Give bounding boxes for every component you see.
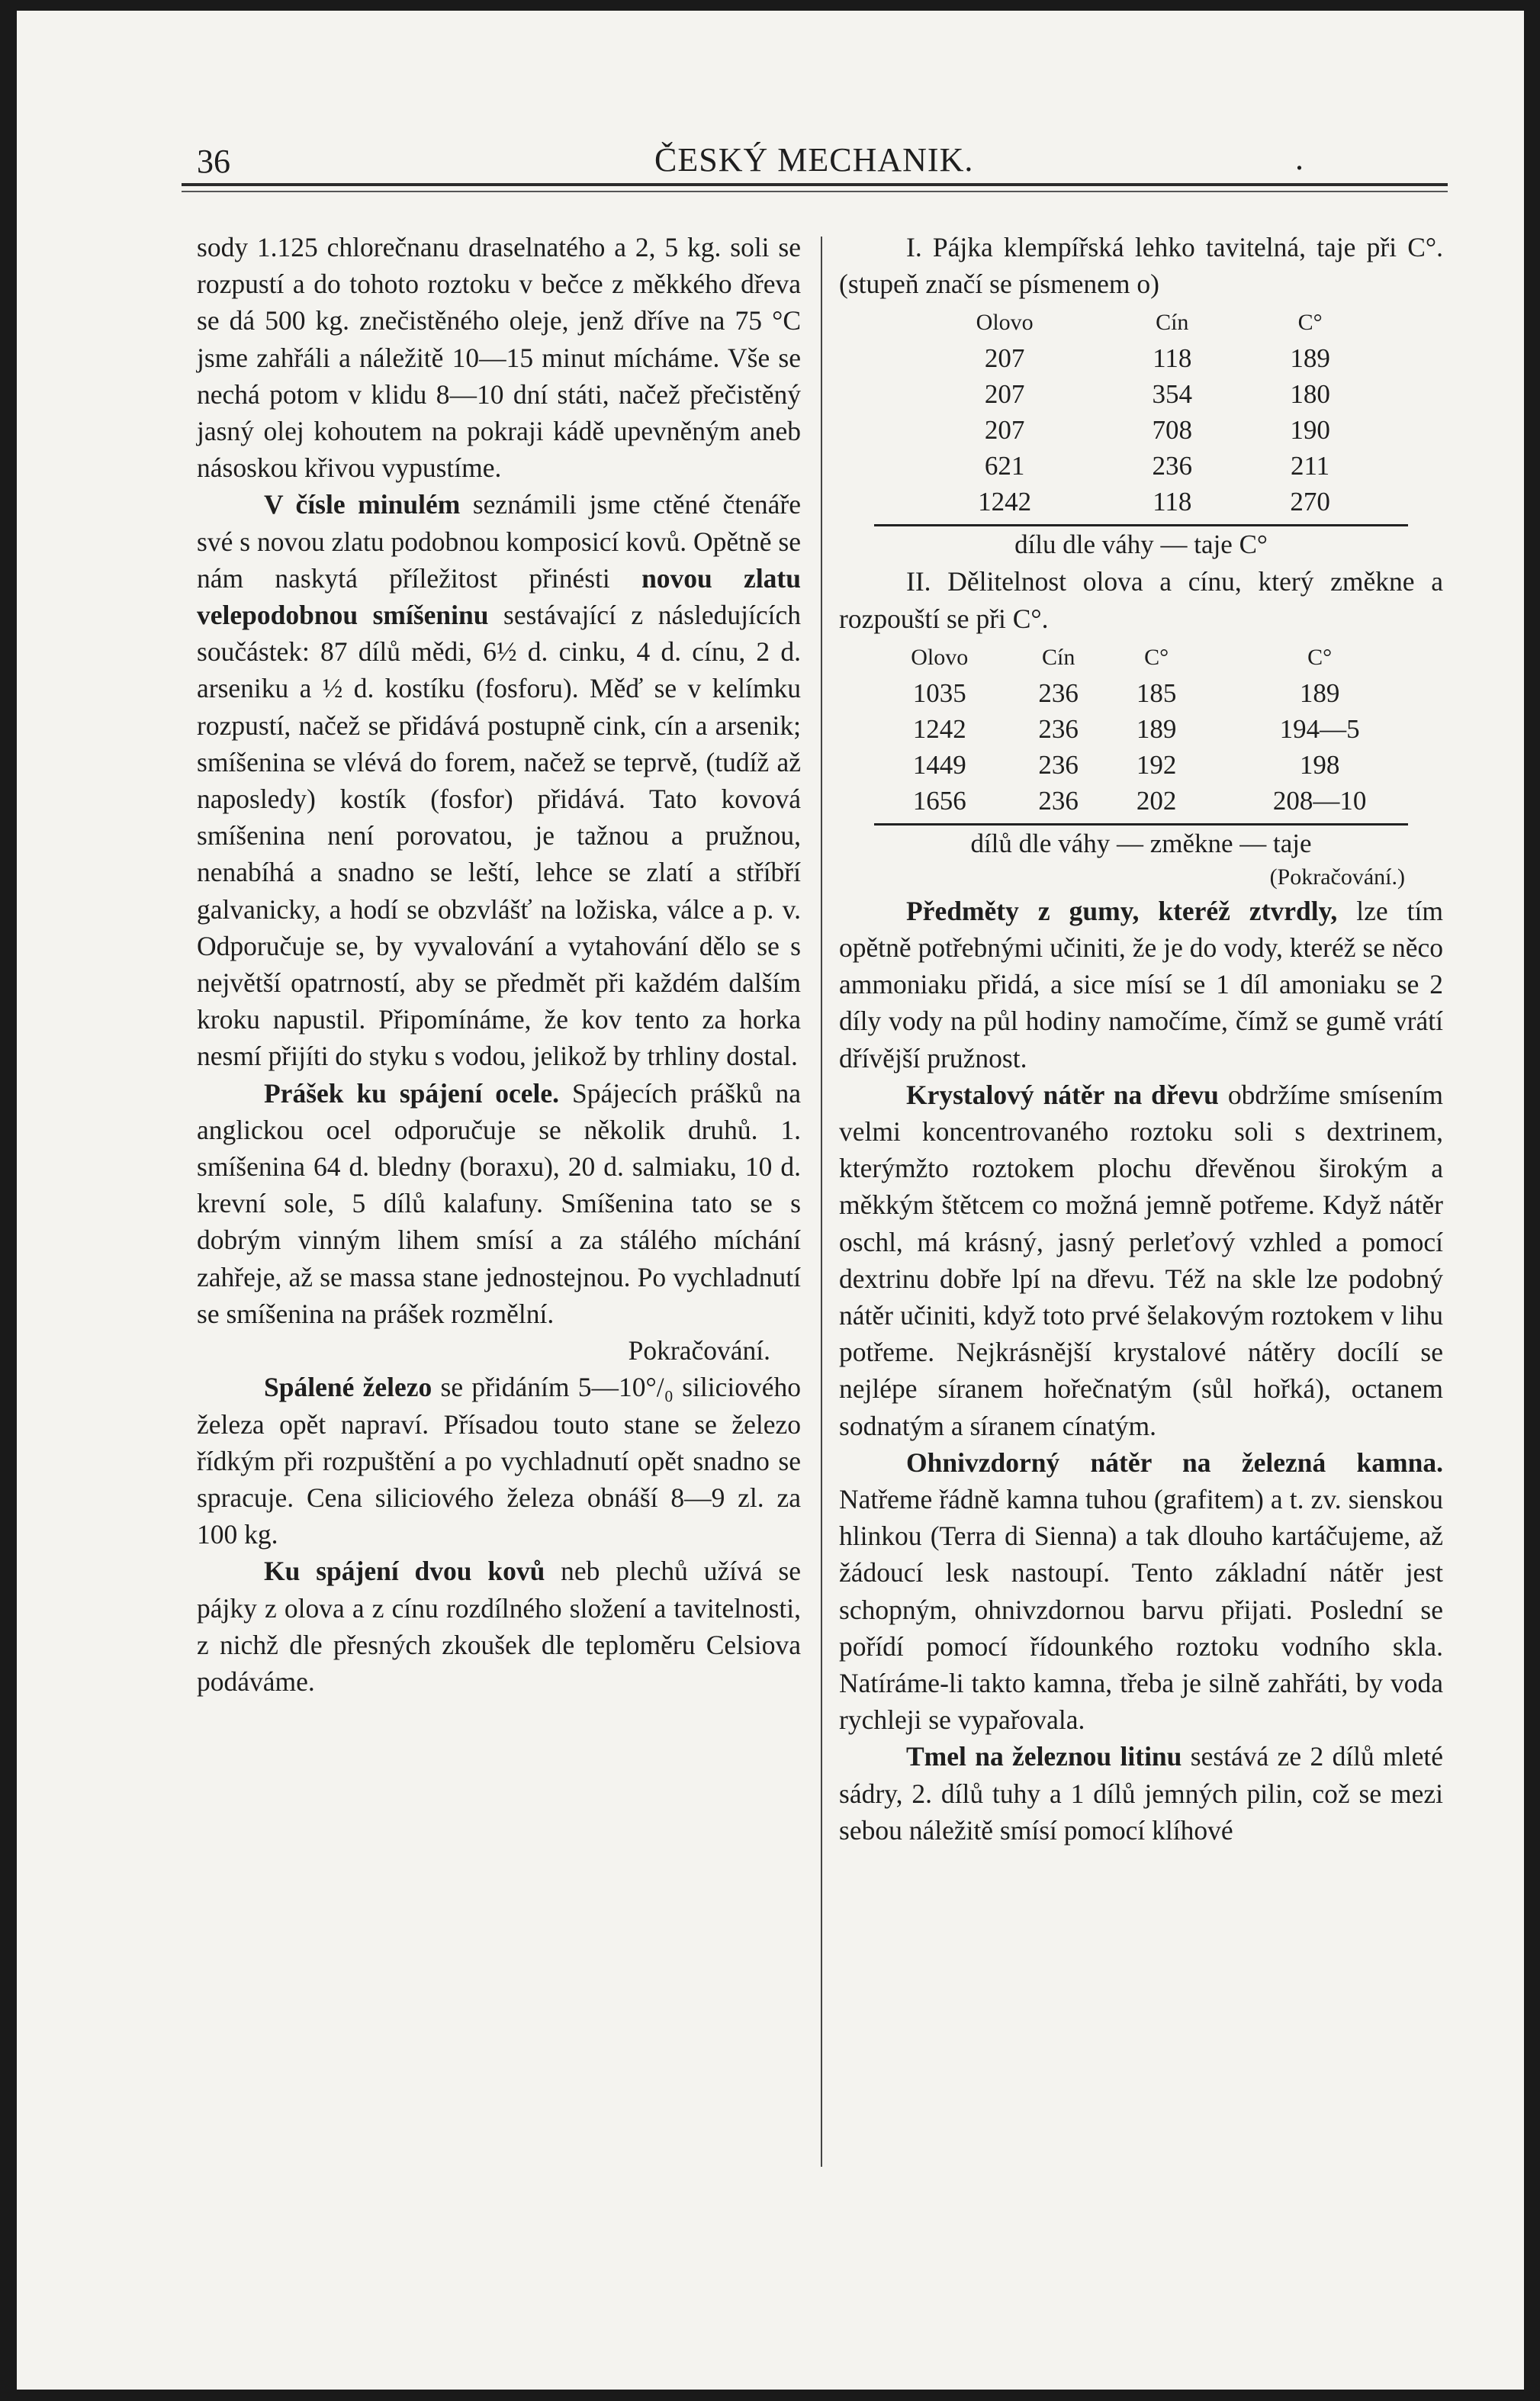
table-row: 207 708 190 [984,415,1330,446]
paragraph-steel-powder: Prášek ku spájení ocele. Spájecích prášků na anglickou ocel odporučuje se několik druhů. 1. smíšenina 64 d. bledny (boraxu), 20 d. salmiaku, 10 d. krevní sole, 5 dílů kalafuny. Smíšenina tato se s dobrým vinným lihem smísí a za stálého míchání zahřeje, až se massa stane jednostejnou. Po vychladnutí se smíšenina na prášek rozmělní. [197,1077,801,1329]
continuation-note-2: (Pokračování.) [1269,864,1405,890]
table-row: 1242 236 189 194—5 [912,713,1360,744]
header-rule [182,183,1448,186]
running-title: ČESKÝ MECHANIK. [654,141,974,179]
table-row: 1035 236 185 189 [912,677,1340,708]
table-solder-2 [870,640,1434,819]
heading-krystalovy: Krystalový nátěr na dřevu [906,1079,1219,1110]
paragraph-crystal-coating: Krystalový nátěr na dřevu obdržíme smísením velmi koncentrovaného roztoku soli s dextrinem, kterýmžto roztokem plochu dřevěnou širokým a měkkým štětcem co možná jemně potřeme. Když nátěr oschl, má krásný, jasný perleťový vzhled a pomocí dextrinu dobře lpí na dřevu. Též na skle lze podobný nátěr učiniti, když toto prvé šelakovým roztokem v lihu potřeme. Nejkrásnější krystalové nátěry docílí se nejlépe síranem hořečnatým (sůl hořká), octanem sodnatým a síranem cínatým. [839,1079,1443,1441]
heading-gumy: Předměty z gumy, kteréž ztvrdly, [906,895,1338,926]
table-row: 621 236 211 [984,451,1330,481]
table2-title: II. Dělitelnost olova a cínu, který změkne a rozpouští se při C°. [839,566,1443,634]
heading-spalene: Spálené železo [264,1372,432,1403]
paragraph-fireproof: Ohnivzdorný nátěr na železná kamna. Natřeme řádně kamna tuhou (grafitem) a t. zv. sienskou hlinkou (Terra di Sienna) a tak dlouho kartáčujeme, až žádoucí lesk nastoupí. Tento základní nátěr jest schopným, ohnivzdornou barvu přijati. Poslední se pořídí pomocí řídounkého roztoku vodního skla. Natíráme-li takto kamna, třeba je silně zahřáti, by voda rychleji se vypařovala. [839,1447,1443,1736]
table-header-row: Olovo Cín C° [976,310,1323,336]
column-divider [821,237,822,2167]
bold-smisenina: novou zlatu velepodobnou smíšeninu [197,562,801,631]
table1-title: I. Pájka klempířská lehko tavitelná, taje při C°. (stupeň značí se písmenem o) [839,232,1443,300]
paragraph-rubber: Předměty z gumy, kteréž ztvrdly, lze tím opětně potřebnými učiniti, že je do vody, kteréž se něco ammoniaku přidá, a sice mísí se 1 díl amoniaku se 2 díly vody na půl hodiny namočíme, čímž se gumě vrátí dřívější pružnost. [839,895,1443,1073]
header-rule-thin [182,191,1448,192]
heading-spajeni: Ku spájení dvou kovů [264,1556,545,1587]
continuation-note: Pokračování. [628,1335,770,1366]
table-row: 207 118 189 [984,343,1330,374]
page-number: 36 [197,143,230,180]
left-column [197,229,801,1700]
heading-ohnivzdorny: Ohnivzdorný nátěr na železná kamna. [906,1447,1443,1478]
table-row: 207 354 180 [984,379,1330,410]
paragraph-gold-alloy: V čísle minulém seznámili jsme ctěné čtenáře své s novou zlatu podobnou komposicí kovů. Opětně se nám naskytá příležitost přinésti novou zlatu velepodobnou smíšeninu sestávající z následujících součástek: 87 dílů mědi, 6½ d. cinku, 4 d. cínu, 2 d. arseniku a ½ d. kostíku (fosforu). Měď se v kelímku rozpustí, načež se přidává postupně cink, cín a arsenik; smíšenina se vlévá do forem, načež se teprvě, (tudíž až naposledy) kostík (fosfor) přidává. Tato kovová smíšenina není porovatou, je tažnou a pružnou, nenabíhá a snadno se leští, lehce se zlatí a stříbří galvanicky, a hodí se obzvlášť na ložiska, válce a p. v. Odporučuje se, by vyvalování a vytahování dělo se s největší opatrností, aby se předmět při každém dalším kroku napustil. Připomínáme, že kov tento za horka nesmí přijíti do styku s vodou, jelikož by trhliny dostal. [197,489,801,1072]
right-column [839,229,1443,1849]
page-header [182,136,1448,182]
paragraph-solder: Ku spájení dvou kovů neb plechů užívá se pájky z olova a z cínu rozdílného složení a tavitelnosti, z nichž dle přesných zkoušek dle teploměru Celsiova podáváme. [197,1556,801,1697]
table-row: 1242 118 270 [978,487,1330,517]
paragraph-burnt-iron: Spálené železo se přidáním 5—10°/₀ siliciového železa opět napraví. Přísadou touto stane se železo řídkým při rozpuštění a po vychladnutí opět snadno se spracuje. Cena siliciového železa obnáší 8—9 zl. za 100 kg. [197,1372,801,1550]
heading-minulem: V čísle minulém [264,489,461,520]
table-row: 1656 236 202 208—10 [912,785,1367,816]
table-header-row: Olovo Cín C° C° [911,644,1333,670]
heading-prasek: Prášek ku spájení ocele. [264,1077,560,1109]
table-solder-1 [906,305,1379,520]
table-row: 1449 236 192 198 [912,749,1340,780]
paragraph-cement: Tmel na železnou litinu sestává ze 2 dílů mleté sádry, 2. dílů tuhy a 1 dílů jemných pilin, což se mezi sebou náležitě smísí pomocí klíhové [839,1741,1443,1846]
table2-footer: dílů dle váhy — změkne — taje [970,828,1312,858]
header-dot: . [1295,140,1304,177]
paragraph-oil-cleaning: sody 1.125 chlorečnanu draselnatého a 2, 5 kg. soli se rozpustí a do tohoto roztoku v bečce z měkkého dřeva se dá 500 kg. znečistěného oleje, jenž dříve na 75 °C jsme zahřáli a náležitě 10—15 minut mícháme. Vše se nechá potom v klidu 8—10 dní státi, načež přečistěný jasný olej kohoutem na pokraji kádě upevněným aneb násoskou křivou vypustíme. [197,232,801,484]
table1-footer: dílu dle váhy — taje C° [1014,529,1268,560]
heading-tmel: Tmel na železnou litinu [906,1741,1182,1772]
